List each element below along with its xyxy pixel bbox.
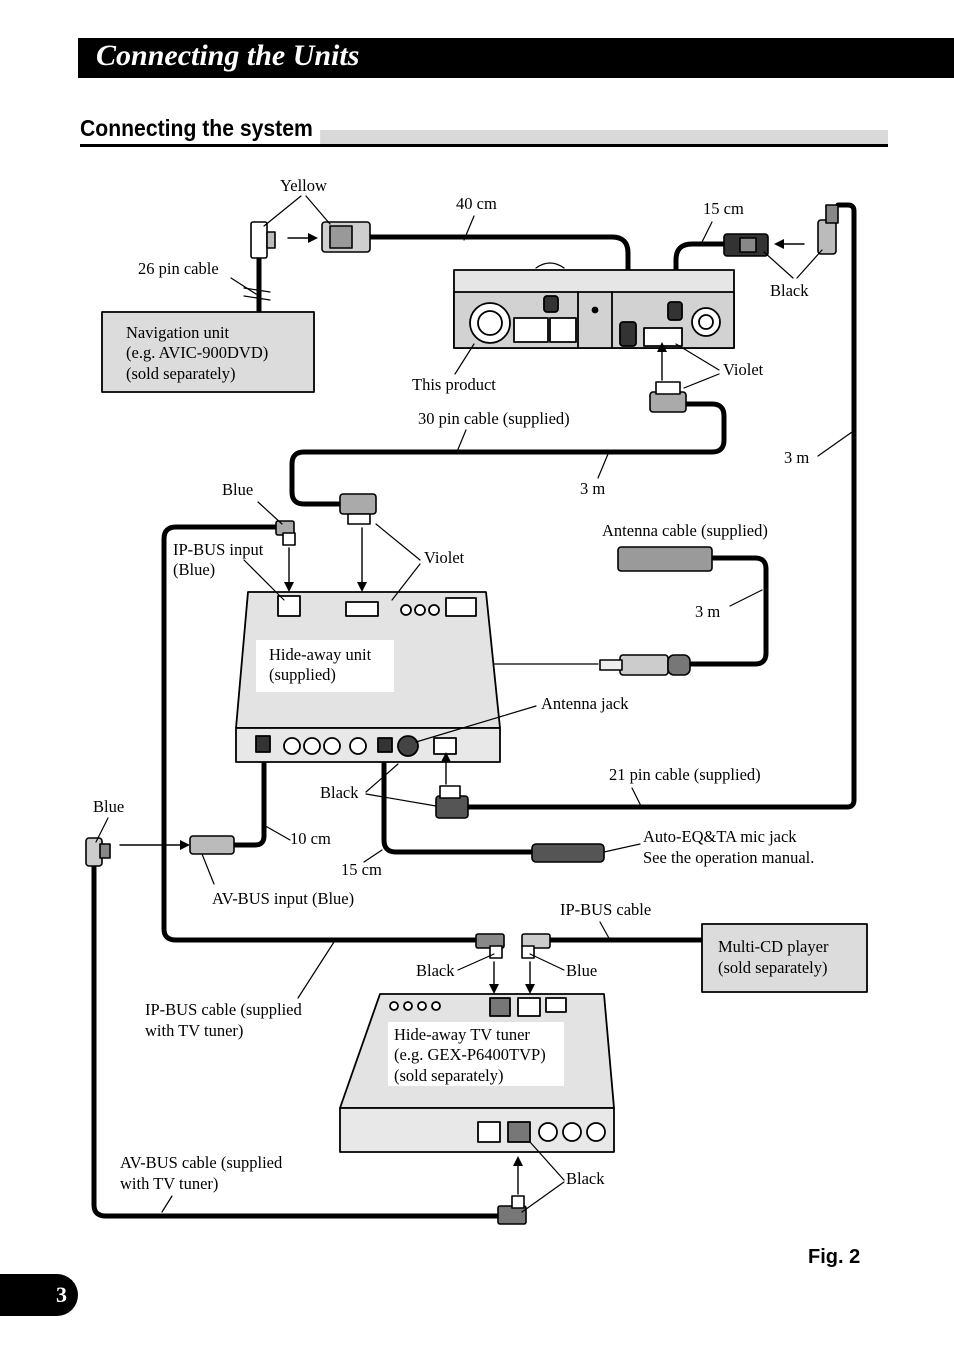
label-30pin-cable: 30 pin cable (supplied) (418, 409, 570, 428)
label-tv-tuner-2: (e.g. GEX-P6400TVP) (394, 1045, 546, 1064)
label-hideaway-2: (supplied) (269, 665, 336, 684)
label-tv-tuner-1: Hide-away TV tuner (394, 1025, 530, 1044)
label-nav-unit-1: Navigation unit (126, 323, 230, 342)
label-blue-top: Blue (222, 480, 254, 499)
figure-label: Fig. 2 (808, 1246, 861, 1268)
label-avbus-tv-1: AV-BUS cable (supplied (120, 1153, 283, 1172)
label-black-mid: Black (320, 783, 359, 802)
label-avbus-tv-2: with TV tuner) (120, 1174, 219, 1193)
label-this-product: This product (412, 375, 496, 394)
label-blue-left: Blue (93, 797, 125, 816)
label-21pin-cable: 21 pin cable (supplied) (609, 765, 761, 784)
label-3m-mid: 3 m (580, 479, 606, 498)
label-15cm-bottom: 15 cm (341, 860, 382, 879)
label-ipbus-cable: IP-BUS cable (560, 900, 652, 919)
page-number: 3 (56, 1282, 67, 1307)
label-blue-tuner: Blue (566, 961, 598, 980)
label-nav-unit-3: (sold separately) (126, 364, 236, 383)
label-multicd-2: (sold separately) (718, 958, 828, 977)
label-auto-eq-2: See the operation manual. (643, 848, 815, 867)
section-title: Connecting the system (80, 112, 320, 144)
label-tv-tuner-3: (sold separately) (394, 1066, 504, 1085)
label-nav-unit-2: (e.g. AVIC-900DVD) (126, 343, 269, 362)
label-avbus-input: AV-BUS input (Blue) (212, 889, 355, 908)
label-40cm: 40 cm (456, 194, 497, 213)
label-multicd-1: Multi-CD player (718, 937, 829, 956)
label-ipbus-tv-1: IP-BUS cable (supplied (145, 1000, 302, 1019)
label-3m-antenna: 3 m (695, 602, 721, 621)
page-title: Connecting the Units (96, 39, 360, 72)
label-10cm: 10 cm (290, 829, 331, 848)
label-antenna-jack: Antenna jack (541, 694, 629, 713)
label-black-tuner: Black (416, 961, 455, 980)
label-3m-right: 3 m (784, 448, 810, 467)
label-15cm-top: 15 cm (703, 199, 744, 218)
label-ipbus-input-2: (Blue) (173, 560, 216, 579)
label-violet-mid: Violet (424, 548, 465, 567)
label-violet-top: Violet (723, 360, 764, 379)
label-antenna-cable: Antenna cable (supplied) (602, 521, 768, 540)
label-hideaway-1: Hide-away unit (269, 645, 372, 664)
label-black-top: Black (770, 281, 809, 300)
label-black-bottom: Black (566, 1169, 605, 1188)
label-ipbus-input-1: IP-BUS input (173, 540, 264, 559)
this-product-unit (454, 263, 734, 348)
label-ipbus-tv-2: with TV tuner) (145, 1021, 244, 1040)
label-auto-eq-1: Auto-EQ&TA mic jack (643, 827, 797, 846)
label-yellow: Yellow (280, 176, 327, 195)
label-26pin-cable: 26 pin cable (138, 259, 219, 278)
